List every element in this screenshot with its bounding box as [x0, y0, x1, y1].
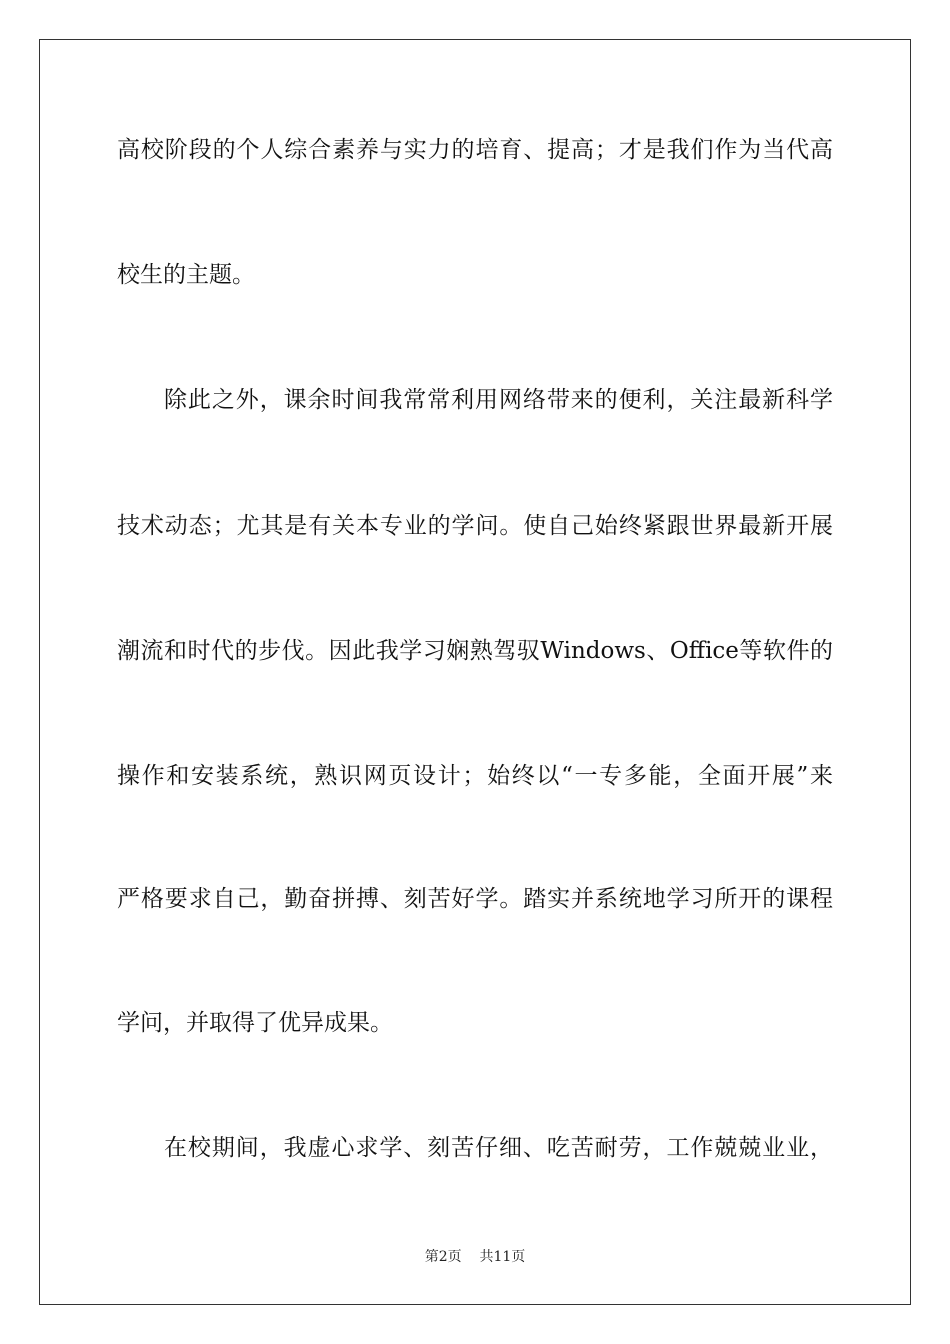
- page-number-footer: 第2页 共11页: [424, 1249, 526, 1265]
- paragraph-line-5: 潮流和时代的步伐。因此我学习娴熟驾驭Windows、Office等软件的: [117, 638, 833, 664]
- paragraph-line-4: 技术动态；尤其是有关本专业的学问。使自己始终紧跟世界最新开展: [117, 513, 833, 539]
- paragraph-line-6: 操作和安装系统，熟识网页设计；始终以“一专多能，全面开展”来: [117, 763, 833, 789]
- paragraph-line-2: 校生的主题。: [117, 262, 255, 288]
- paragraph-line-7: 严格要求自己，勤奋拼搏、刻苦好学。踏实并系统地学习所开的课程: [117, 886, 833, 912]
- paragraph-line-1: 高校阶段的个人综合素养与实力的培育、提高；才是我们作为当代高: [117, 137, 833, 163]
- paragraph-line-3: 除此之外，课余时间我常常利用网络带来的便利，关注最新科学: [164, 387, 833, 413]
- paragraph-line-8: 学问，并取得了优异成果。: [117, 1010, 393, 1036]
- page-border: [39, 39, 911, 1305]
- paragraph-line-9: 在校期间，我虚心求学、刻苦仔细、吃苦耐劳，工作兢兢业业，: [164, 1135, 833, 1161]
